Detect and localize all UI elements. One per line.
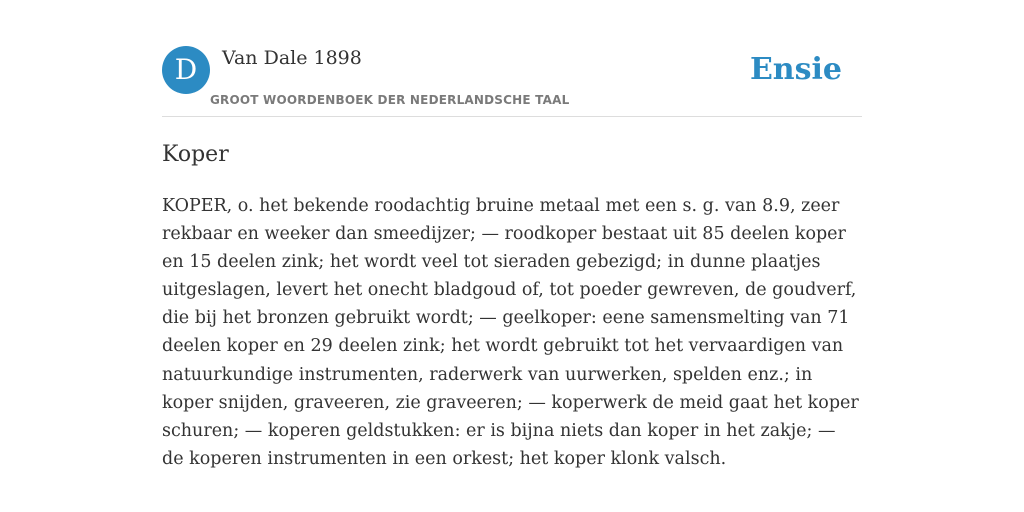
entry-definition: KOPER, o. het bekende roodachtig bruine metaal met een s. g. van 8.9, zeer rekbaar en weeker dan smeedijzer; — roodkoper bestaat uit 85 deelen koper en 15 deelen zink; het wordt veel tot sieraden gebezigd; in dunne plaatjes uitgeslagen, levert het onecht bladgoud of, tot poeder gewreven, de goudverf, die bij het bronzen gebruikt wordt; — geelkoper: eene samensmelting van 71 deelen koper en 29 deelen zink; het wordt gebruikt tot het vervaardigen van natuurkundige instrumenten, raderwerk van uurwerken, spelden enz.; in koper snijden, graveeren, zie graveeren; — koperwerk de meid gaat het koper schuren; — koperen geldstukken: er is bijna niets dan koper in het zakje; — de koperen instrumenten in een orkest; het koper klonk valsch. (162, 196, 859, 469)
ensie-logo[interactable]: Ensie (749, 52, 842, 87)
source-avatar[interactable]: D (162, 46, 210, 94)
source-subtitle: GROOT WOORDENBOEK DER NEDERLANDSCHE TAAL (210, 93, 570, 107)
source-header (162, 46, 862, 117)
entry-title: Koper (162, 142, 229, 167)
source-title[interactable]: Van Dale 1898 (222, 47, 362, 69)
